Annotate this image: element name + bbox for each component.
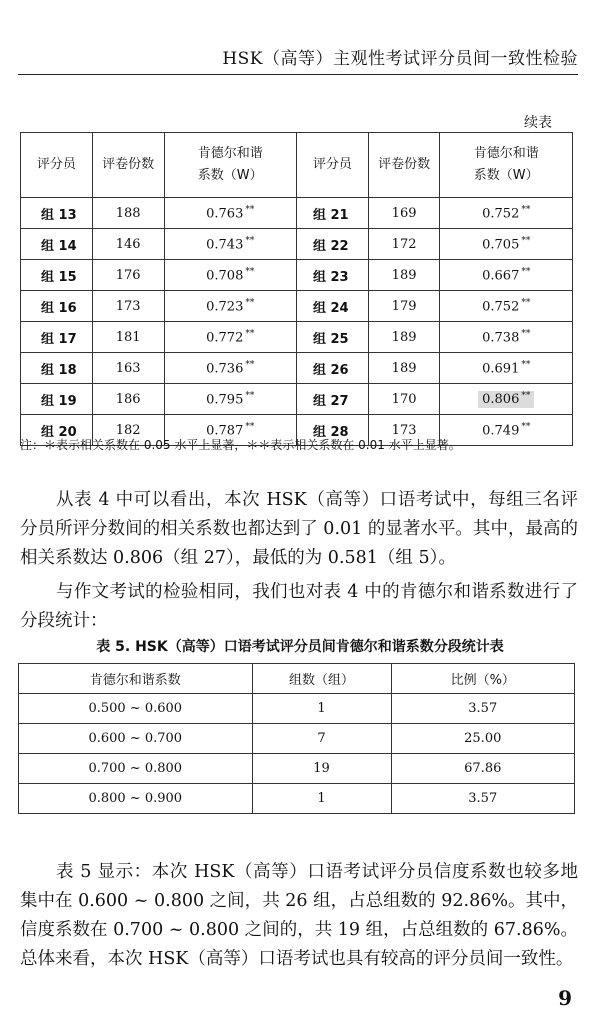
papers-cell: 182: [92, 415, 164, 446]
papers-cell: 176: [92, 260, 164, 291]
table5-caption: 表 5. HSK（高等）口语考试评分员间肯德尔和谐系数分段统计表: [96, 639, 504, 655]
body-paragraph-1: 从表 4 中可以看出，本次 HSK（高等）口语考试中，每组三名评分员所评分数间的相关系数也都达到了 0.01 的显著水平。其中，最高的相关系数达 0.806（组 27），最低的为 0.581（组 5）。: [20, 489, 578, 568]
table-row: [21, 353, 573, 384]
significance-mark: **: [521, 421, 531, 432]
col-rater-2: 评分员: [296, 133, 368, 198]
group-cell: 组 28: [296, 415, 368, 446]
percent-cell: 67.86: [391, 754, 574, 784]
col-kendall-2: 肯德尔和谐 系数（W）: [440, 133, 573, 198]
percent-cell: 25.00: [391, 724, 574, 754]
count-cell: 19: [252, 754, 391, 784]
table-header-row: [21, 133, 573, 198]
kendall-value: 0.691: [482, 361, 520, 377]
col-percentage: 比例（%）: [391, 664, 574, 694]
papers-cell: 179: [368, 291, 440, 322]
percent-cell: 3.57: [391, 784, 574, 814]
kendall-table-continued: [20, 132, 573, 446]
running-header: HSK（高等）主观性考试评分员间一致性检验: [222, 49, 578, 69]
range-cell: 0.800 ~ 0.900: [19, 784, 253, 814]
table-row: [21, 322, 573, 353]
group-cell: 组 19: [21, 384, 93, 415]
significance-mark: **: [245, 359, 255, 370]
group-cell: 组 13: [21, 198, 93, 229]
papers-cell: 173: [368, 415, 440, 446]
papers-cell: 173: [92, 291, 164, 322]
count-cell: 1: [252, 694, 391, 724]
significance-mark: **: [245, 390, 255, 401]
percent-cell: 3.57: [391, 694, 574, 724]
kendall-value: 0.806: [482, 392, 520, 408]
range-cell: 0.700 ~ 0.800: [19, 754, 253, 784]
kendall-value: 0.787: [206, 423, 244, 439]
group-cell: 组 23: [296, 260, 368, 291]
group-cell: 组 25: [296, 322, 368, 353]
count-cell: 1: [252, 784, 391, 814]
table-note: 注：＊表示相关系数在 0.05 水平上显著，＊＊表示相关系数在 0.01 水平上显著。: [20, 438, 461, 452]
kendall-value: 0.738: [482, 330, 520, 346]
table-row: [21, 260, 573, 291]
kendall-cell: [164, 384, 296, 415]
papers-cell: 189: [368, 260, 440, 291]
kendall-cell: [164, 229, 296, 260]
kendall-cell: [440, 260, 573, 291]
papers-cell: 146: [92, 229, 164, 260]
significance-mark: **: [245, 266, 255, 277]
kendall-value: 0.743: [206, 237, 244, 253]
kendall-value: 0.763: [206, 206, 244, 222]
papers-cell: 170: [368, 384, 440, 415]
kendall-cell: [164, 353, 296, 384]
page-number: 9: [558, 986, 572, 1010]
significance-mark: **: [245, 421, 255, 432]
significance-mark: **: [521, 266, 531, 277]
group-cell: 组 21: [296, 198, 368, 229]
kendall-value: 0.708: [206, 268, 244, 284]
significance-mark: **: [521, 297, 531, 308]
papers-cell: 172: [368, 229, 440, 260]
significance-mark: **: [245, 235, 255, 246]
table-row: [19, 694, 575, 724]
table-row: [21, 198, 573, 229]
body-paragraph-3: 表 5 显示：本次 HSK（高等）口语考试评分员信度系数也较多地集中在 0.600 ~ 0.800 之间，共 26 组，占总组数的 92.86%。其中，信度系数在 0.700 ~ 0.800 之间的，共 19 组，占总组数的 67.86%。总体来看，本次 HSK（高等）口语考试也具有较高的评分员间一致性。: [20, 861, 578, 969]
kendall-cell: [440, 229, 573, 260]
kendall-value: 0.736: [206, 361, 244, 377]
group-cell: 组 17: [21, 322, 93, 353]
papers-cell: 163: [92, 353, 164, 384]
count-cell: 7: [252, 724, 391, 754]
kendall-value: 0.749: [482, 423, 520, 439]
col-rater-1: 评分员: [21, 133, 93, 198]
highlighted-value-box: [478, 391, 534, 408]
significance-mark: **: [245, 297, 255, 308]
group-cell: 组 22: [296, 229, 368, 260]
significance-mark: **: [245, 328, 255, 339]
col-group-count: 组数（组）: [252, 664, 391, 694]
significance-mark: **: [521, 328, 531, 339]
kendall-cell: [164, 198, 296, 229]
col-papers-2: 评卷份数: [368, 133, 440, 198]
col-kendall-range: 肯德尔和谐系数: [19, 664, 253, 694]
group-cell: 组 27: [296, 384, 368, 415]
kendall-value: 0.752: [482, 299, 520, 315]
group-cell: 组 24: [296, 291, 368, 322]
significance-mark: **: [521, 390, 531, 401]
table-row: [21, 384, 573, 415]
group-cell: 组 18: [21, 353, 93, 384]
body-paragraph-2: 与作文考试的检验相同，我们也对表 4 中的肯德尔和谐系数进行了分段统计：: [20, 581, 578, 631]
table-row: [19, 784, 575, 814]
kendall-cell-highlighted: [440, 384, 573, 415]
papers-cell: 189: [368, 353, 440, 384]
papers-cell: 189: [368, 322, 440, 353]
significance-mark: **: [521, 359, 531, 370]
kendall-cell: [164, 291, 296, 322]
header-rule: [18, 74, 578, 75]
papers-cell: 169: [368, 198, 440, 229]
kendall-value: 0.772: [206, 330, 244, 346]
group-cell: 组 20: [21, 415, 93, 446]
table-continued-label: 续表: [524, 115, 552, 131]
significance-mark: **: [521, 204, 531, 215]
col-kendall-1: 肯德尔和谐 系数（W）: [164, 133, 296, 198]
kendall-value: 0.752: [482, 206, 520, 222]
kendall-cell: [440, 322, 573, 353]
papers-cell: 188: [92, 198, 164, 229]
group-cell: 组 14: [21, 229, 93, 260]
kendall-cell: [440, 198, 573, 229]
table-row: [21, 291, 573, 322]
table-row: [19, 724, 575, 754]
kendall-cell: [164, 260, 296, 291]
significance-mark: **: [245, 204, 255, 215]
kendall-value: 0.723: [206, 299, 244, 315]
kendall-cell: [164, 322, 296, 353]
range-cell: 0.500 ~ 0.600: [19, 694, 253, 724]
kendall-distribution-table: [18, 663, 575, 814]
kendall-value: 0.705: [482, 237, 520, 253]
table-header-row: [19, 664, 575, 694]
group-cell: 组 15: [21, 260, 93, 291]
group-cell: 组 16: [21, 291, 93, 322]
table-row: [21, 229, 573, 260]
table-row: [19, 754, 575, 784]
group-cell: 组 26: [296, 353, 368, 384]
range-cell: 0.600 ~ 0.700: [19, 724, 253, 754]
papers-cell: 181: [92, 322, 164, 353]
kendall-value: 0.667: [482, 268, 520, 284]
significance-mark: **: [521, 235, 531, 246]
kendall-value: 0.795: [206, 392, 244, 408]
col-papers-1: 评卷份数: [92, 133, 164, 198]
papers-cell: 186: [92, 384, 164, 415]
kendall-cell: [440, 353, 573, 384]
kendall-cell: [440, 291, 573, 322]
